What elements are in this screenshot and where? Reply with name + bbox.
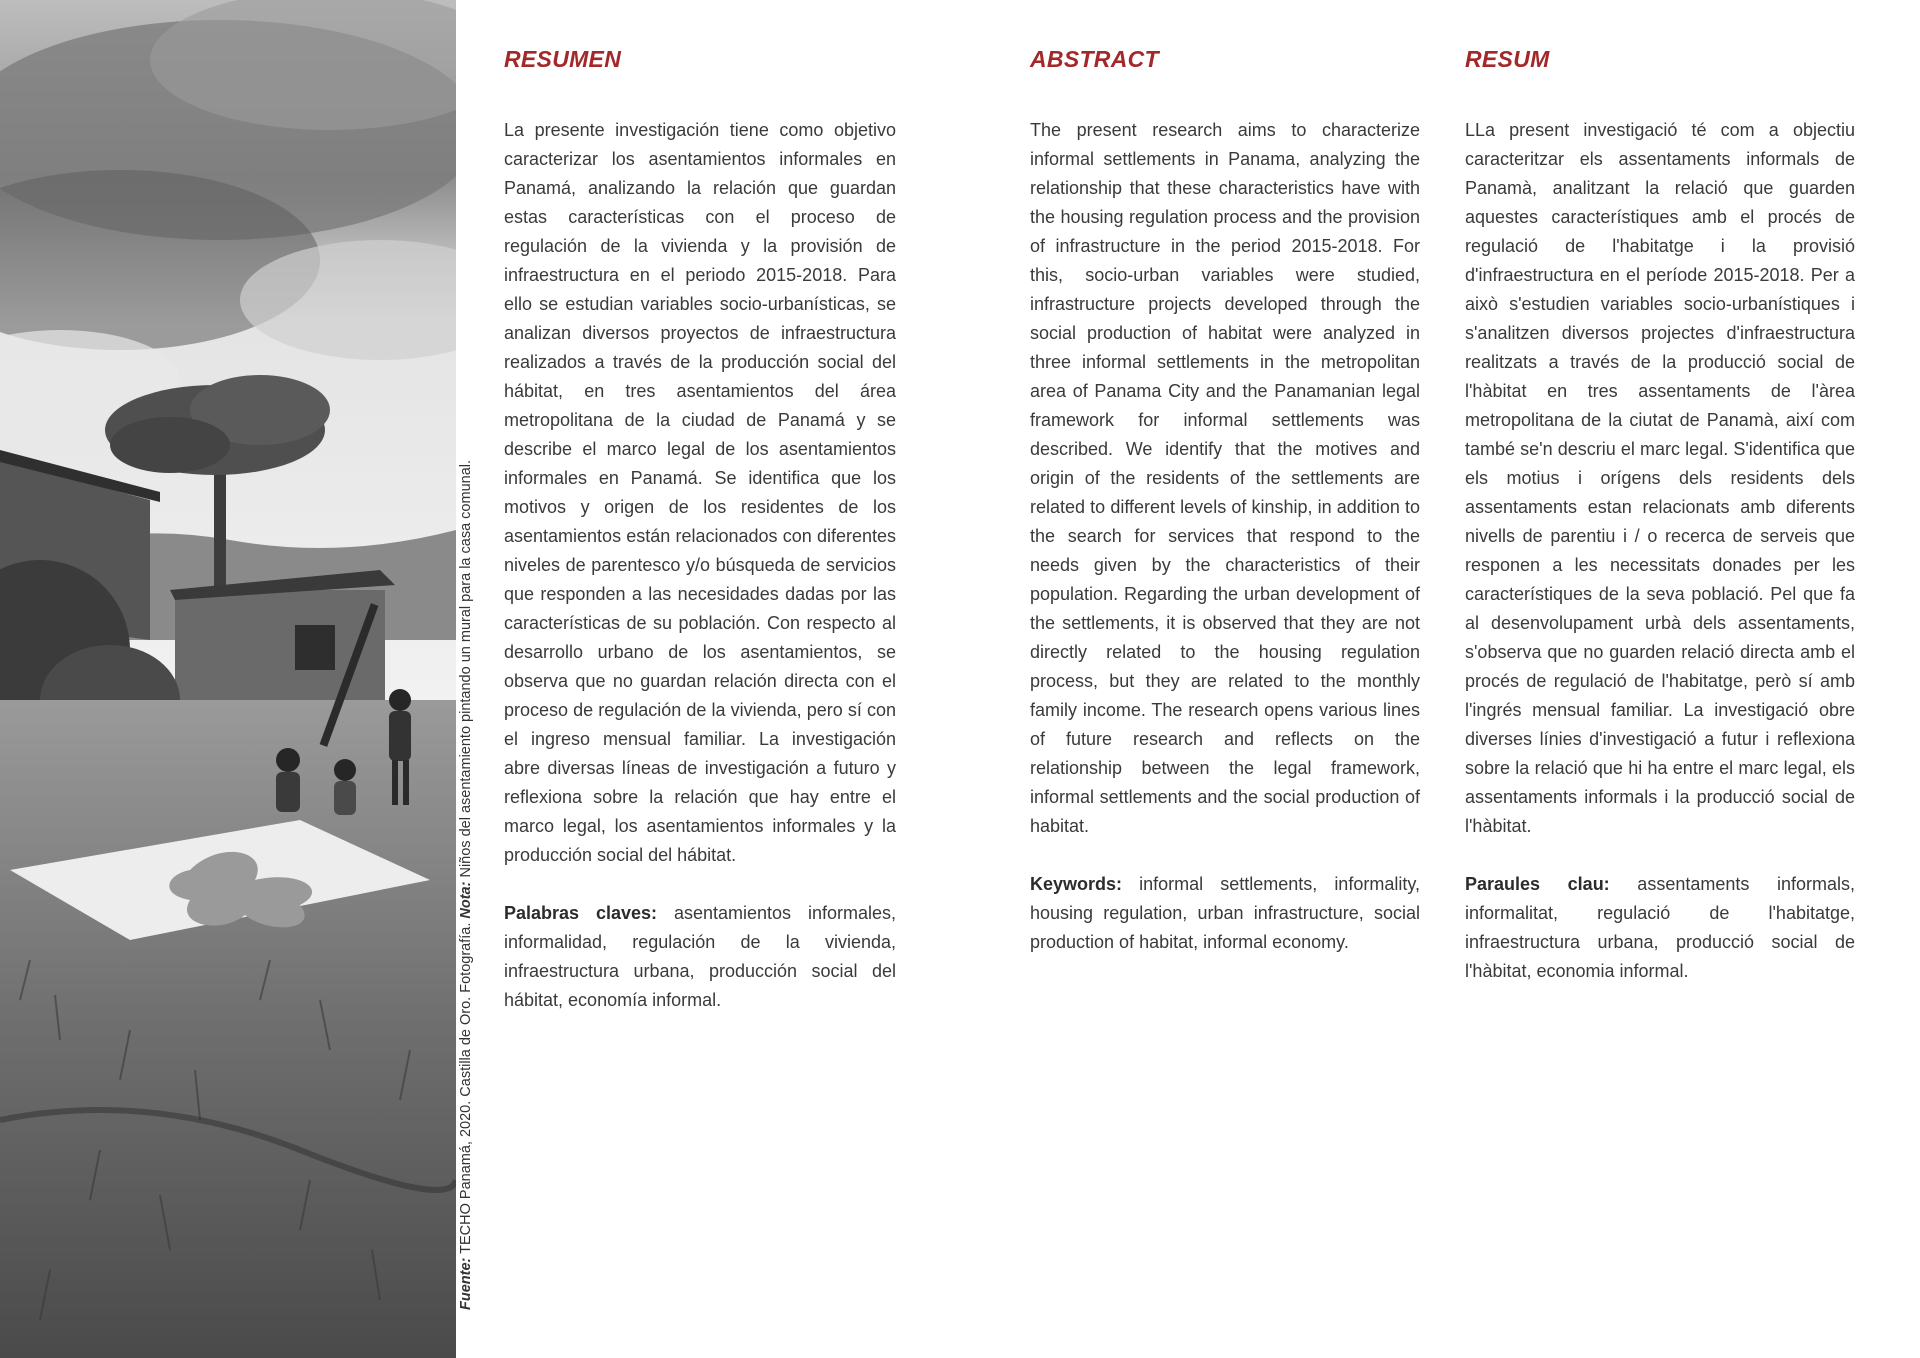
caption-note-text: Niños del asentamiento pintando un mural para la casa comunal. bbox=[458, 459, 474, 882]
keywords-resum bbox=[1465, 870, 1855, 986]
caption-source-label: Fuente: bbox=[458, 1257, 474, 1310]
caption-source-text: TECHO Panamá, 2020. Castilla de Oro. Fotografía. bbox=[458, 918, 474, 1258]
keywords-text-resumen: asentamientos informales, informalidad, regulación de la vivienda, infraestructura urbana, producción social del hábitat, economía informal. bbox=[504, 903, 896, 1010]
column-resum bbox=[1465, 44, 1855, 986]
keywords-text-resum: assentaments informals, informalitat, regulació de l'habitatge, infraestructura urbana, producció social de l'hàbitat, economia informal. bbox=[1465, 874, 1855, 981]
heading-abstract: ABSTRACT bbox=[1030, 46, 1159, 72]
keywords-label-abstract: Keywords: bbox=[1030, 874, 1123, 894]
keywords-resumen bbox=[504, 899, 896, 1015]
column-abstract bbox=[1030, 44, 1420, 957]
body-resumen: La presente investigación tiene como objetivo caracterizar los asentamientos informales en Panamá, analizando la relación que guardan estas características con el proceso de regulación de la vivienda y la provisión de infraestructura en el periodo 2015-2018. Para ello se estudian variables socio-urbanísticas, se analizan diversos proyectos de infraestructura realizados a través de la producción social del hábitat, en tres asentamientos del área metropolitana de la ciudad de Panamá y se describe el marco legal de los asentamientos informales en Panamá. Se identifica que los motivos y origen de los residentes de los asentamientos están relacionados con diferentes niveles de parentesco y/o búsqueda de servicios que responden a las necesidades dadas por las características de su población. Con respecto al desarrollo urbano de los asentamientos, se observa que no guardan relación directa con el proceso de regulación de la vivienda, pero sí con el ingreso mensual familiar. La investigación abre diversas líneas de investigación a futuro y reflexiona sobre la relación que hay entre el marco legal, los asentamientos informales y la producción social del hábitat. bbox=[504, 120, 896, 865]
caption-note-label: Nota: bbox=[458, 881, 474, 919]
keywords-abstract bbox=[1030, 870, 1420, 957]
keywords-label-resum: Paraules clau: bbox=[1465, 874, 1610, 894]
keywords-label-resumen: Palabras claves: bbox=[504, 903, 658, 923]
heading-resum: RESUM bbox=[1465, 46, 1550, 72]
heading-resumen: RESUMEN bbox=[504, 46, 622, 72]
settlement-photo bbox=[0, 0, 456, 1358]
column-resumen bbox=[504, 44, 896, 1015]
body-resum: LLa present investigació té com a objectiu caracteritzar els assentaments informals de Panamà, analitzant la relació que guarden aquestes característiques amb el procés de regulació de l'habitatge i la provisió d'infraestructura en el període 2015-2018. Per a això s'estudien variables socio-urbanístiques i s'analitzen diversos projectes d'infraestructura realitzats a través de la producció social de l'hàbitat en tres assentaments de l'àrea metropolitana de la ciutat de Panamà, així com també se'n descriu el marc legal. S'identifica que els motius i orígens dels residents dels assentaments estan relacionats amb diferents nivells de parentiu i / o recerca de serveis que responen a les necessitats donades per les característiques de la seva població. Pel que fa al desenvolupament urbà dels assentaments, s'observa que no guarden relació directa amb el procés de regulació de l'habitatge, però sí amb l'ingrés mensual familiar. La investigació obre diverses línies d'investigació a futur i reflexiona sobre la relació que hi ha entre el marc legal, els assentaments informals i la producció social de l'hàbitat. bbox=[1465, 120, 1855, 836]
keywords-text-abstract: informal settlements, informality, housing regulation, urban infrastructure, social production of habitat, informal economy. bbox=[1030, 874, 1420, 952]
body-abstract: The present research aims to characterize informal settlements in Panama, analyzing the relationship that these characteristics have with the housing regulation process and the provision of infrastructure in the period 2015-2018. For this, socio-urban variables were studied, infrastructure projects developed through the social production of habitat were analyzed in three informal settlements in the metropolitan area of Panama City and the Panamanian legal framework for informal settlements was described. We identify that the motives and origin of the residents of the settlements are related to different levels of kinship, in addition to the search for services that respond to the needs given by the characteristics of their population. Regarding the urban development of the settlements, it is observed that they are not directly related to the housing regulation process, but they are related to the monthly family income. The research opens various lines of future research and reflects on the relationship between the legal framework, informal settlements and the social production of habitat. bbox=[1030, 120, 1420, 836]
photo-caption bbox=[456, 460, 476, 1310]
